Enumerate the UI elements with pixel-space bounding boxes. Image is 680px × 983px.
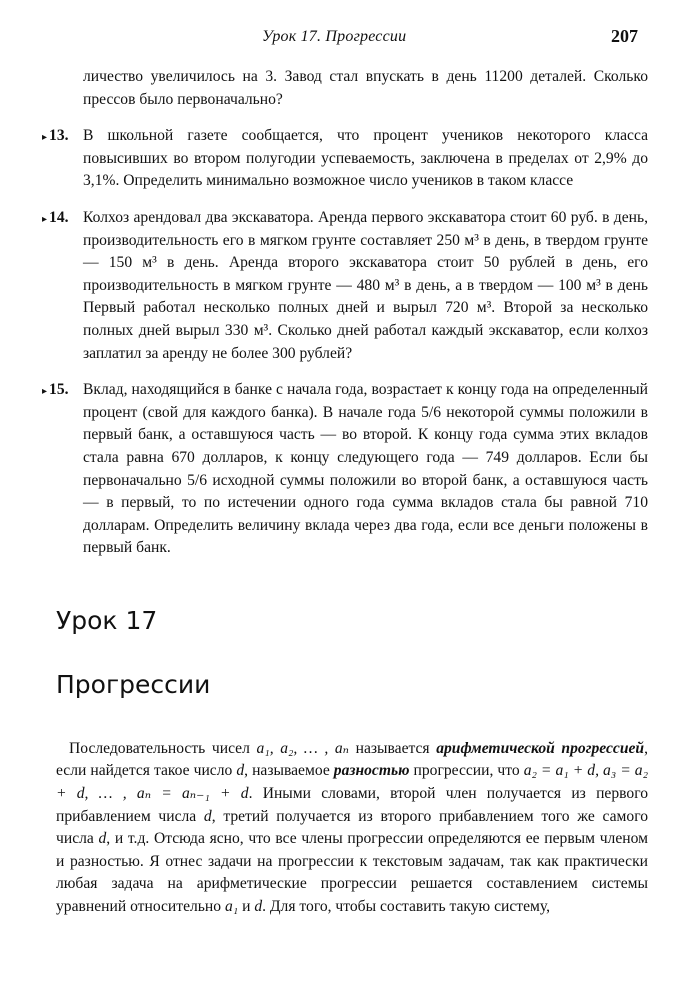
term-difference: разностью (333, 762, 410, 780)
topic-heading: Прогрессии (56, 669, 211, 699)
intro-text: , и т.д. Отсюда ясно, что все члены прогрессии определяются ее первым членом и разностью. Я отнес задачи на прогрессии к текстовым задачам, так как практически любая задача на арифметические прогрессии решается составлением системы уравнений относительно (56, 830, 648, 916)
math-expression: a₂ = a₁ + d, a₃ = a₂ + d, … , aₙ = aₙ₋₁ + d (56, 762, 649, 803)
intro-text: , если найдется такое число (56, 739, 648, 780)
triangle-icon: ▸ (42, 213, 48, 225)
problem-marker (42, 207, 69, 232)
intro-text: называется (349, 739, 437, 757)
problem-text: Вклад, находящийся в банке с начала года, возрастает к концу года на определенный процент (свой для каждого банка). В начале года 5/6 некоторой суммы положили в первый банк, а оставшуюся часть — во второй. К концу года сумма этих вкладов стала равна 670 долларов, к концу следующего года — 749 долларов. Если бы первоначально 5/6 исходной суммы положили во второй банк, а оставшуюся часть — в первый, то по истечении одного года сумма вкладов стала бы равной 710 долларам. Определить величину вклада через два года, если все деньги положены в первый банк. (83, 381, 648, 557)
running-title: Урок 17. Прогрессии (262, 28, 407, 45)
triangle-icon: ▸ (42, 132, 48, 144)
page-header (0, 22, 680, 52)
intro-text: , называемое (244, 762, 334, 780)
intro-text: , третий получается из второго прибавлением того же самого числа (56, 807, 648, 848)
problem-marker (42, 379, 69, 404)
triangle-icon: ▸ (42, 386, 48, 398)
problem-15 (42, 379, 648, 560)
intro-text: . Иными словами, второй член получается из первого прибавлением числа (56, 785, 648, 825)
problem-marker (42, 125, 69, 150)
intro-text: Последовательность чисел (69, 739, 257, 757)
problem-number: 15. (49, 381, 69, 399)
intro-text: . Для того, чтобы составить такую систему, (262, 898, 551, 916)
problem-14 (42, 207, 648, 365)
lesson-heading: Урок 17 (56, 605, 158, 635)
page-number: 207 (611, 26, 638, 46)
math-expression: d (203, 807, 212, 825)
math-expression: a₁, a₂, … , aₙ (256, 739, 349, 757)
problem-text: В школьной газете сообщается, что процент учеников некоторого класса повысивших во втором полугодии успеваемость, заключена в пределах от 2,9% до 3,1%. Определить минимально возможное число учеников в таком классе (83, 127, 648, 190)
intro-text: прогрессии, что (409, 762, 524, 780)
problem-number: 13. (49, 127, 69, 145)
math-expression: a₁ (224, 898, 239, 916)
page-content (42, 66, 649, 919)
math-expression: d (236, 762, 245, 780)
intro-text: и (238, 898, 255, 916)
problem-text: Колхоз арендовал два экскаватора. Аренда первого экскаватора стоит 60 руб. в день, производительность его в мягком грунте составляет 250 м³ в день, в твердом грунте — 150 м³ в день. Аренда второго экскаватора стоит 50 рублей в день, его производительность в мягком грунте — 480 м³ в день, а в твердом — 100 м³ в день Первый работал несколько полных дней и вырыл 720 м³. Второй за несколько полных дней вырыл 330 м³. Сколько дней работал каждый экскаватор, если колхоз заплатил за аренду не более 300 рублей? (83, 208, 648, 362)
continuation-paragraph: личество увеличилось на 3. Завод стал впускать в день 11200 деталей. Сколько прессов было первоначально? (83, 68, 648, 108)
problem-13 (42, 125, 648, 193)
intro-paragraph (56, 738, 648, 919)
term-arithmetic-progression: арифметической прогрессией (436, 739, 645, 757)
math-expression: d (254, 898, 263, 916)
math-expression: d (98, 830, 107, 848)
problem-number: 14. (49, 208, 69, 226)
